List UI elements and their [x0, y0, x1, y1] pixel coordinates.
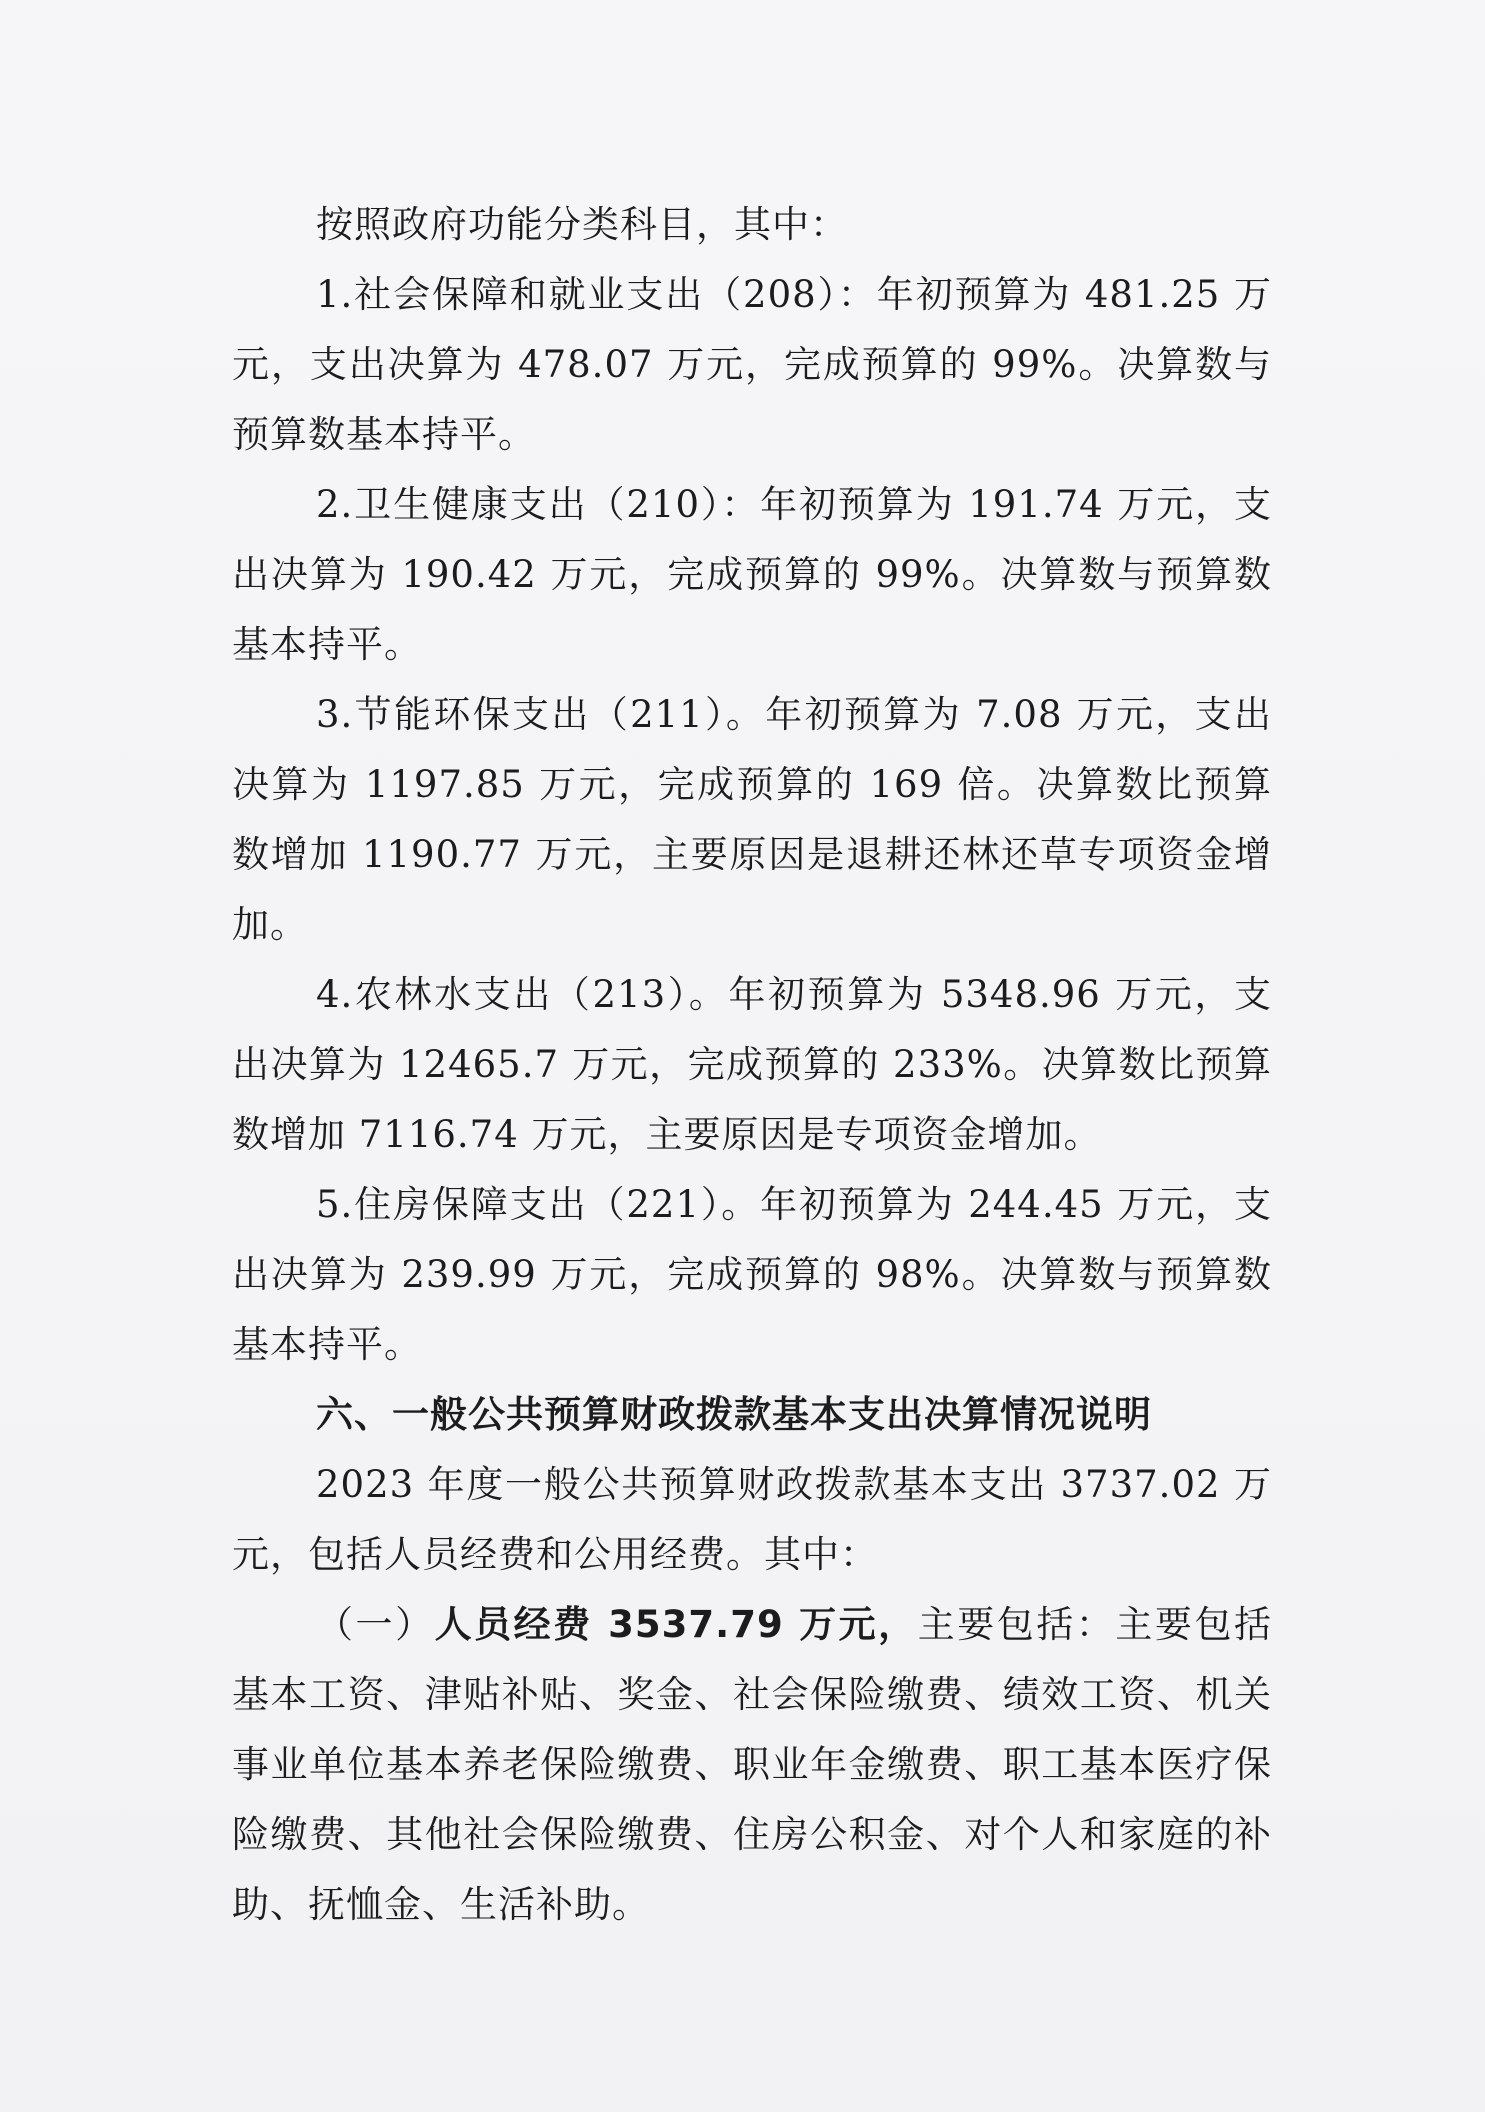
- personnel-paragraph: [232, 1590, 1272, 1940]
- item-environment: 3.节能环保支出（211）。年初预算为 7.08 万元，支出决算为 1197.85 万元，完成预算的 169 倍。决算数比预算数增加 1190.77 万元，主要原因是退耕还林还草专项资金增加。: [232, 693, 1272, 946]
- item-social-security: 1.社会保障和就业支出（208）：年初预算为 481.25 万元，支出决算为 478.07 万元，完成预算的 99%。决算数与预算数基本持平。: [232, 273, 1272, 456]
- document-body: [232, 190, 1272, 1940]
- personnel-prefix: （一）: [316, 1603, 435, 1646]
- item-agriculture: 4.农林水支出（213）。年初预算为 5348.96 万元，支出决算为 12465.7 万元，完成预算的 233%。决算数比预算数增加 7116.74 万元，主要原因是专项资金增加。: [232, 973, 1272, 1156]
- section-heading: 六、一般公共预算财政拨款基本支出决算情况说明: [316, 1393, 1152, 1436]
- personnel-details: 主要包括：主要包括基本工资、津贴补贴、奖金、社会保险缴费、绩效工资、机关事业单位基本养老保险缴费、职业年金缴费、职工基本医疗保险缴费、其他社会保险缴费、住房公积金、对个人和家庭的补助、抚恤金、生活补助。: [232, 1603, 1272, 1926]
- intro-paragraph: 按照政府功能分类科目，其中：: [316, 203, 848, 246]
- summary-paragraph: 2023 年度一般公共预算财政拨款基本支出 3737.02 万元，包括人员经费和公用经费。其中：: [232, 1463, 1272, 1576]
- item-health: 2.卫生健康支出（210）：年初预算为 191.74 万元，支出决算为 190.42 万元，完成预算的 99%。决算数与预算数基本持平。: [232, 483, 1272, 666]
- item-housing: 5.住房保障支出（221）。年初预算为 244.45 万元，支出决算为 239.99 万元，完成预算的 98%。决算数与预算数基本持平。: [232, 1183, 1272, 1366]
- personnel-amount: 人员经费 3537.79 万元，: [434, 1603, 918, 1646]
